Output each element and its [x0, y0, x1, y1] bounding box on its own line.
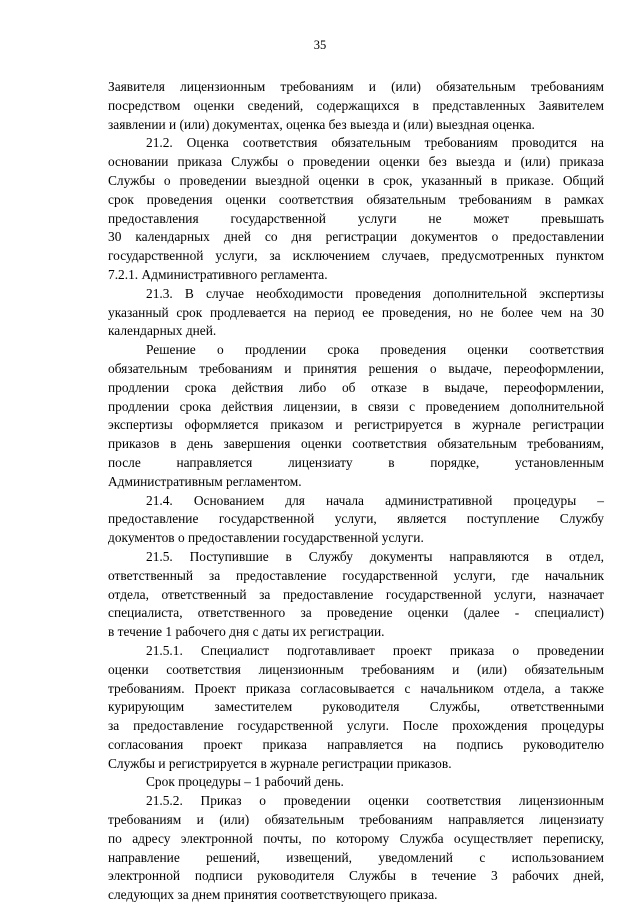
text-line: документов о предоставлении государственной услуги. [108, 530, 424, 546]
text-line: Службы и регистрируется в журнале регистрации приказов. [108, 755, 452, 771]
text-line: 21.5. Поступившие в Службу документы направляются в отдел, [146, 548, 604, 564]
text-line: 21.5.2. Приказ о проведении оценки соответствия лицензионным [146, 793, 604, 809]
text-line: ответственный за предоставление государственной услуги, где начальник [108, 567, 604, 583]
text-line: в течение 1 рабочего дня с даты их регистрации. [108, 624, 385, 640]
text-line: требованиям и (или) обязательным требованиям направляется лицензиату [108, 812, 604, 828]
text-line: календарных дней. [108, 323, 217, 339]
text-line: основании приказа Службы о проведении оценки без выезда и (или) приказа [108, 154, 604, 170]
text-line: Срок процедуры – 1 рабочий день. [146, 774, 344, 790]
text-line: экспертизы оформляется приказом и регистрируется в журнале регистрации [108, 417, 604, 433]
text-line: 21.2. Оценка соответствия обязательным требованиям проводится на [146, 135, 604, 151]
text-line: оценки соответствия лицензионным требованиям и (или) обязательным [108, 661, 604, 677]
page-number: 35 [313, 38, 327, 52]
text-line: предоставление государственной услуги, является поступление Службу [108, 511, 604, 527]
text-line: специалиста, ответственного за проведение оценки (далее - специалист) [108, 605, 604, 621]
text-line: продлении срока действия лицензии, в связи с проведением дополнительной [108, 398, 604, 414]
text-line: за предоставление государственной услуги. После прохождения процедуры [108, 718, 604, 734]
text-line: 30 календарных дней со дня регистрации документов о предоставлении [108, 229, 604, 245]
text-line: государственной услуги, за исключением случаев, предусмотренных пунктом [108, 248, 604, 264]
text-line: требованиям. Проект приказа согласовывается с начальником отдела, а также [108, 680, 604, 696]
text-line: 7.2.1. Административного регламента. [108, 266, 328, 282]
text-line: электронной подписи руководителя Службы в течение 3 рабочих дней, [108, 868, 604, 884]
document-body [108, 78, 604, 905]
text-line: следующих за днем принятия соответствующего приказа. [108, 887, 438, 903]
text-line: отдела, ответственный за предоставление государственной услуги, назначает [108, 586, 604, 602]
text-line: предоставления государственной услуги не может превышать [108, 210, 604, 226]
text-line: 21.5.1. Специалист подготавливает проект приказа о проведении [146, 642, 604, 658]
text-line: заявлении и (или) документах, оценка без выезда и (или) выездная оценка. [108, 116, 535, 132]
text-line: 21.4. Основанием для начала административной процедуры – [146, 492, 604, 508]
text-line: посредством оценки сведений, содержащихся в представленных Заявителем [108, 97, 604, 113]
text-line: Службы о проведении выездной оценки в срок, указанный в приказе. Общий [108, 172, 604, 188]
text-line: после направляется лицензиату в порядке, установленным [108, 454, 604, 470]
text-line: согласования проект приказа направляется на подпись руководителю [108, 736, 604, 752]
text-line: по адресу электронной почты, по которому Служба осуществляет переписку, [108, 830, 604, 846]
text-line: Решение о продлении срока проведения оценки соответствия [146, 342, 604, 358]
text-line: срок проведения оценки соответствия обязательным требованиям в рамках [108, 191, 604, 207]
text-line: 21.3. В случае необходимости проведения дополнительной экспертизы [146, 285, 604, 301]
text-line: Административным регламентом. [108, 473, 302, 489]
text-line: Заявителя лицензионным требованиям и (или) обязательным требованиям [108, 79, 604, 94]
text-line: продлении срока действия либо об отказе в выдаче, переоформлении, [108, 379, 604, 395]
text-line: обязательным требованиям и принятия решения о выдаче, переоформлении, [108, 360, 604, 376]
text-line: направление решений, извещений, уведомлений с использованием [108, 849, 604, 865]
text-line: указанный срок продлевается на период ее проведения, но не более чем на 30 [108, 304, 604, 320]
text-line: курирующим заместителем руководителя Службы, ответственными [108, 699, 604, 715]
text-line: приказов в день завершения оценки соответствия обязательным требованиям, [108, 436, 604, 452]
